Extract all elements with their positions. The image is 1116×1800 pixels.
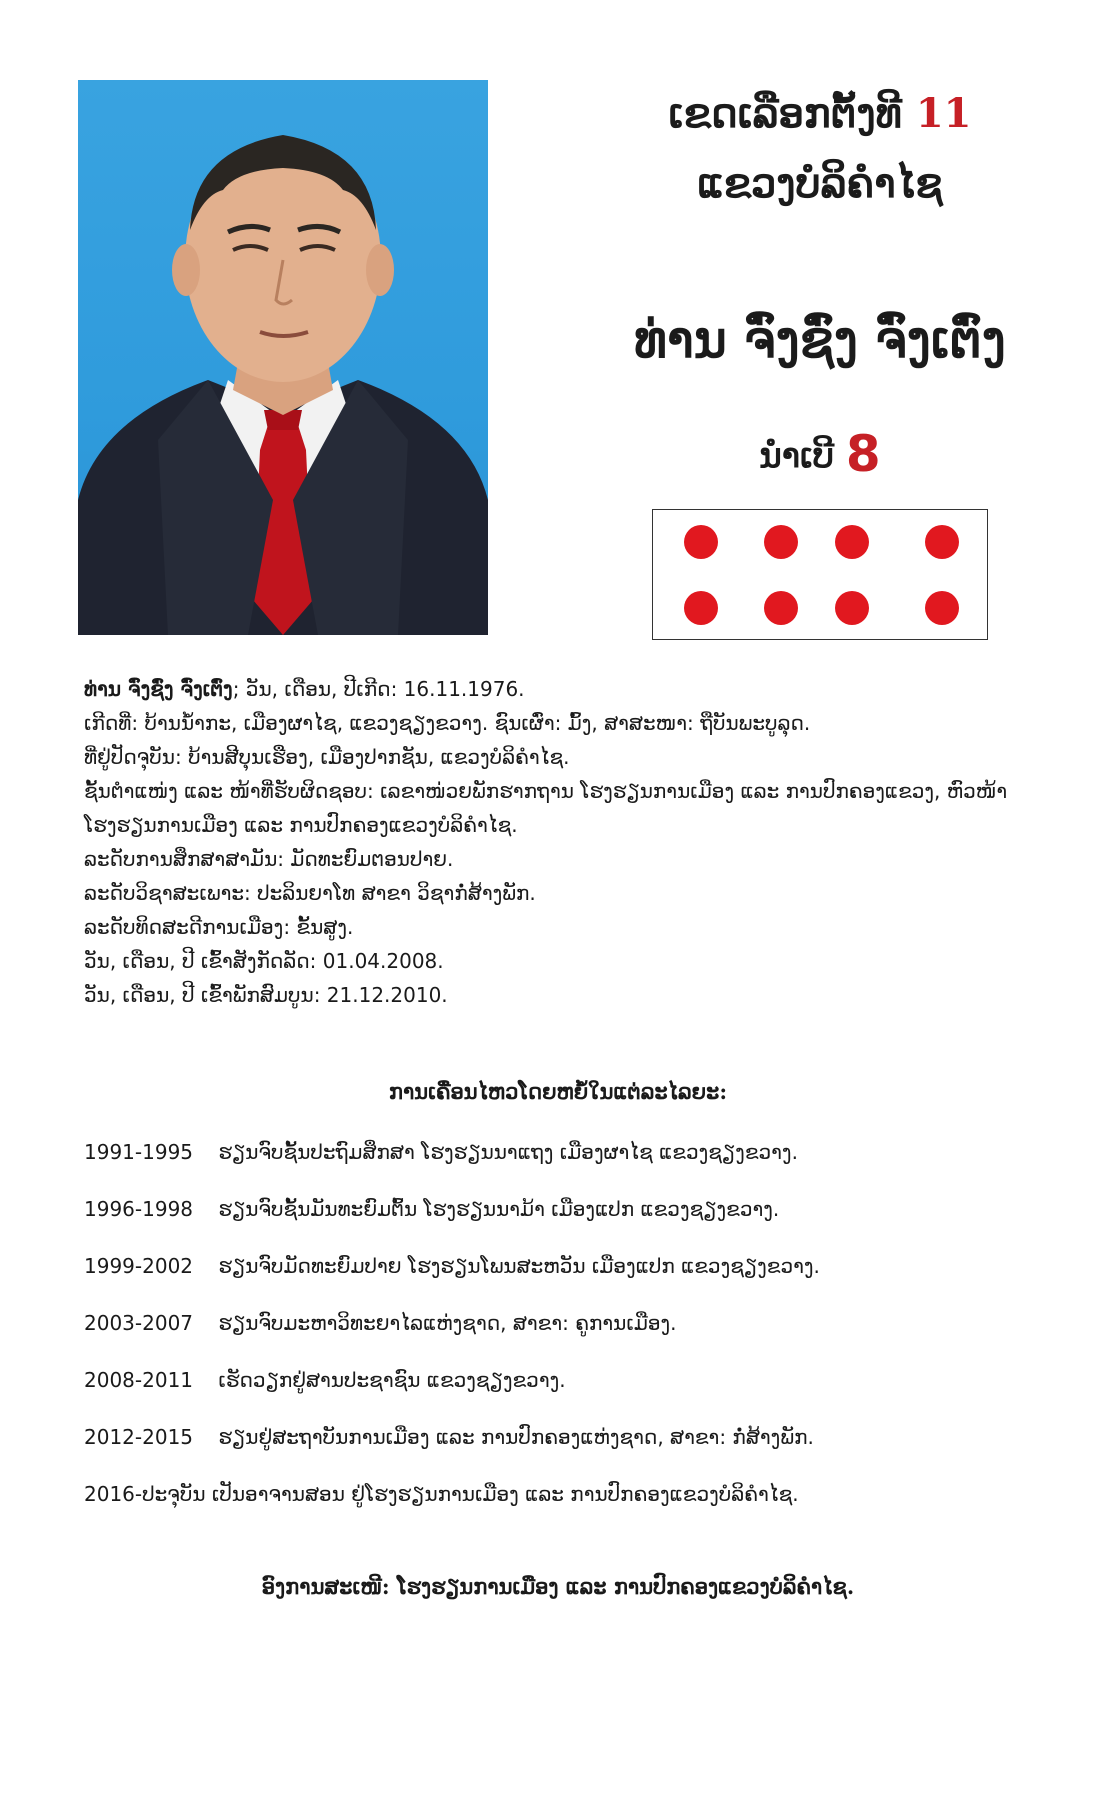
timeline-row bbox=[84, 1482, 1084, 1539]
bio-political-theory: ລະດັບທິດສະດີການເມືອງ: ຂັ້ນສູງ. bbox=[84, 915, 354, 939]
bio-education: ລະດັບການສຶກສາສາມັນ: ມັດທະຍົມຕອນປາຍ. bbox=[84, 847, 454, 871]
timeline-years: 1991-1995 bbox=[84, 1140, 194, 1164]
ballot-dot bbox=[764, 591, 798, 625]
number-value: 8 bbox=[845, 425, 881, 483]
bio-state-join-date: ວັນ, ເດືອນ, ປີ ເຂົ້າສັງກັດລັດ: 01.04.2008. bbox=[84, 949, 444, 973]
province-heading: ແຂວງບໍລິຄຳໄຊ bbox=[697, 160, 943, 207]
bio-party-join-date: ວັນ, ເດືອນ, ປີ ເຂົ້າພັກສົມບູນ: 21.12.2010. bbox=[84, 983, 448, 1007]
ballot-dot bbox=[684, 591, 718, 625]
timeline-text: ເປັນອາຈານສອນ ຢູ່ໂຮງຮຽນການເມືອງ ແລະ ການປົກຄອງແຂວງບໍລິຄຳໄຊ. bbox=[211, 1482, 799, 1506]
timeline-text: ຮຽນຈົບຊັ້ນມັນທະຍົມຕົ້ນ ໂຮງຮຽນນາມ້າ ເມືອງແປກ ແຂວງຊຽງຂວາງ. bbox=[218, 1197, 780, 1221]
timeline-row bbox=[84, 1425, 1084, 1482]
nominating-organization: ອົງການສະເໜີ: ໂຮງຮຽນການເມືອງ ແລະ ການປົກຄອງແຂວງບໍລິຄຳໄຊ. bbox=[261, 1574, 855, 1599]
bio-address: ທີ່ຢູ່ປັດຈຸບັນ: ບ້ານສີບຸນເຮືອງ, ເມືອງປາກຊັນ, ແຂວງບໍລິຄຳໄຊ. bbox=[84, 745, 570, 769]
timeline-years: 1996-1998 bbox=[84, 1197, 194, 1221]
district-number: 11 bbox=[915, 90, 972, 137]
bio-name-dob bbox=[84, 672, 1084, 706]
ballot-dots-box bbox=[652, 509, 988, 640]
timeline-years: 2003-2007 bbox=[84, 1311, 194, 1335]
timeline bbox=[84, 1140, 1084, 1539]
ballot-dot bbox=[835, 591, 869, 625]
timeline-row bbox=[84, 1197, 1084, 1254]
timeline-text: ເຮັດວຽກຢູ່ສານປະຊາຊົນ ແຂວງຊຽງຂວາງ. bbox=[218, 1368, 566, 1392]
district-prefix: ເຂດເລືອກຕັ້ງທີ bbox=[668, 90, 902, 137]
timeline-years: 2008-2011 bbox=[84, 1368, 194, 1392]
candidate-name: ທ່ານ ຈົ່ງຊົ່ງ ຈົ່ງເຕົ່ງ bbox=[634, 310, 1006, 369]
bio-specialty: ລະດັບວິຊາສະເພາະ: ປະລິນຍາໂທ ສາຂາ ວິຊາກໍ່ສ້າງພັກ. bbox=[84, 881, 536, 905]
timeline-text: ຮຽນຈົບມະຫາວິທະຍາໄລແຫ່ງຊາດ, ສາຂາ: ຄູການເມືອງ. bbox=[218, 1311, 677, 1335]
ballot-dot bbox=[684, 525, 718, 559]
candidate-photo bbox=[78, 80, 488, 635]
candidate-bio bbox=[84, 672, 1084, 1012]
ballot-dot bbox=[835, 525, 869, 559]
district-heading bbox=[560, 90, 1080, 137]
timeline-years: 1999-2002 bbox=[84, 1254, 194, 1278]
timeline-row bbox=[84, 1140, 1084, 1197]
timeline-title: ການເຄື່ອນໄຫວໂດຍຫຍໍ້ໃນແຕ່ລະໄລຍະ: bbox=[388, 1079, 728, 1104]
candidate-number bbox=[560, 425, 1080, 483]
bio-dob: ; ວັນ, ເດືອນ, ປີເກີດ: 16.11.1976. bbox=[232, 677, 525, 701]
number-label: ນໍາເບີ bbox=[759, 436, 835, 476]
bio-birthplace: ເກີດທີ່: ບ້ານນໍ້າກະ, ເມືອງຜາໄຊ, ແຂວງຊຽງຂວາງ. ຊົນເຜົ່າ: ມົ້ງ, ສາສະໜາ: ຖືບັນພະບູລຸດ. bbox=[84, 711, 811, 735]
bio-position: ຊັ້ນຕຳແໜ່ງ ແລະ ໜ້າທີ່ຮັບຜິດຊອບ: ເລຂາໜ່ວຍພັກຮາກຖານ ໂຮງຮຽນການເມືອງ ແລະ ການປົກຄອງແຂວງ, ຫົວໜ້າ bbox=[84, 779, 1008, 803]
ballot-dot bbox=[925, 591, 959, 625]
timeline-text: ຮຽນຈົບມັດທະຍົມປາຍ ໂຮງຮຽນໂພນສະຫວັນ ເມືອງແປກ ແຂວງຊຽງຂວາງ. bbox=[218, 1254, 820, 1278]
timeline-text: ຮຽນຢູ່ສະຖາບັນການເມືອງ ແລະ ການປົກຄອງແຫ່ງຊາດ, ສາຂາ: ກໍ່ສ້າງພັກ. bbox=[218, 1425, 814, 1449]
timeline-row bbox=[84, 1368, 1084, 1425]
bio-name: ທ່ານ ຈົ່ງຊົ່ງ ຈົ່ງເຕົ່ງ bbox=[84, 677, 233, 701]
bio-position-cont: ໂຮງຮຽນການເມືອງ ແລະ ການປົກຄອງແຂວງບໍລິຄຳໄຊ. bbox=[84, 813, 518, 837]
timeline-row bbox=[84, 1254, 1084, 1311]
timeline-years: 2016-ປະຈຸບັນ bbox=[84, 1482, 206, 1506]
timeline-row bbox=[84, 1311, 1084, 1368]
timeline-years: 2012-2015 bbox=[84, 1425, 194, 1449]
timeline-text: ຮຽນຈົບຊັ້ນປະຖົມສຶກສາ ໂຮງຮຽນນາແຖງ ເມືອງຜາໄຊ ແຂວງຊຽງຂວາງ. bbox=[218, 1140, 798, 1164]
ballot-dot bbox=[925, 525, 959, 559]
ballot-dot bbox=[764, 525, 798, 559]
